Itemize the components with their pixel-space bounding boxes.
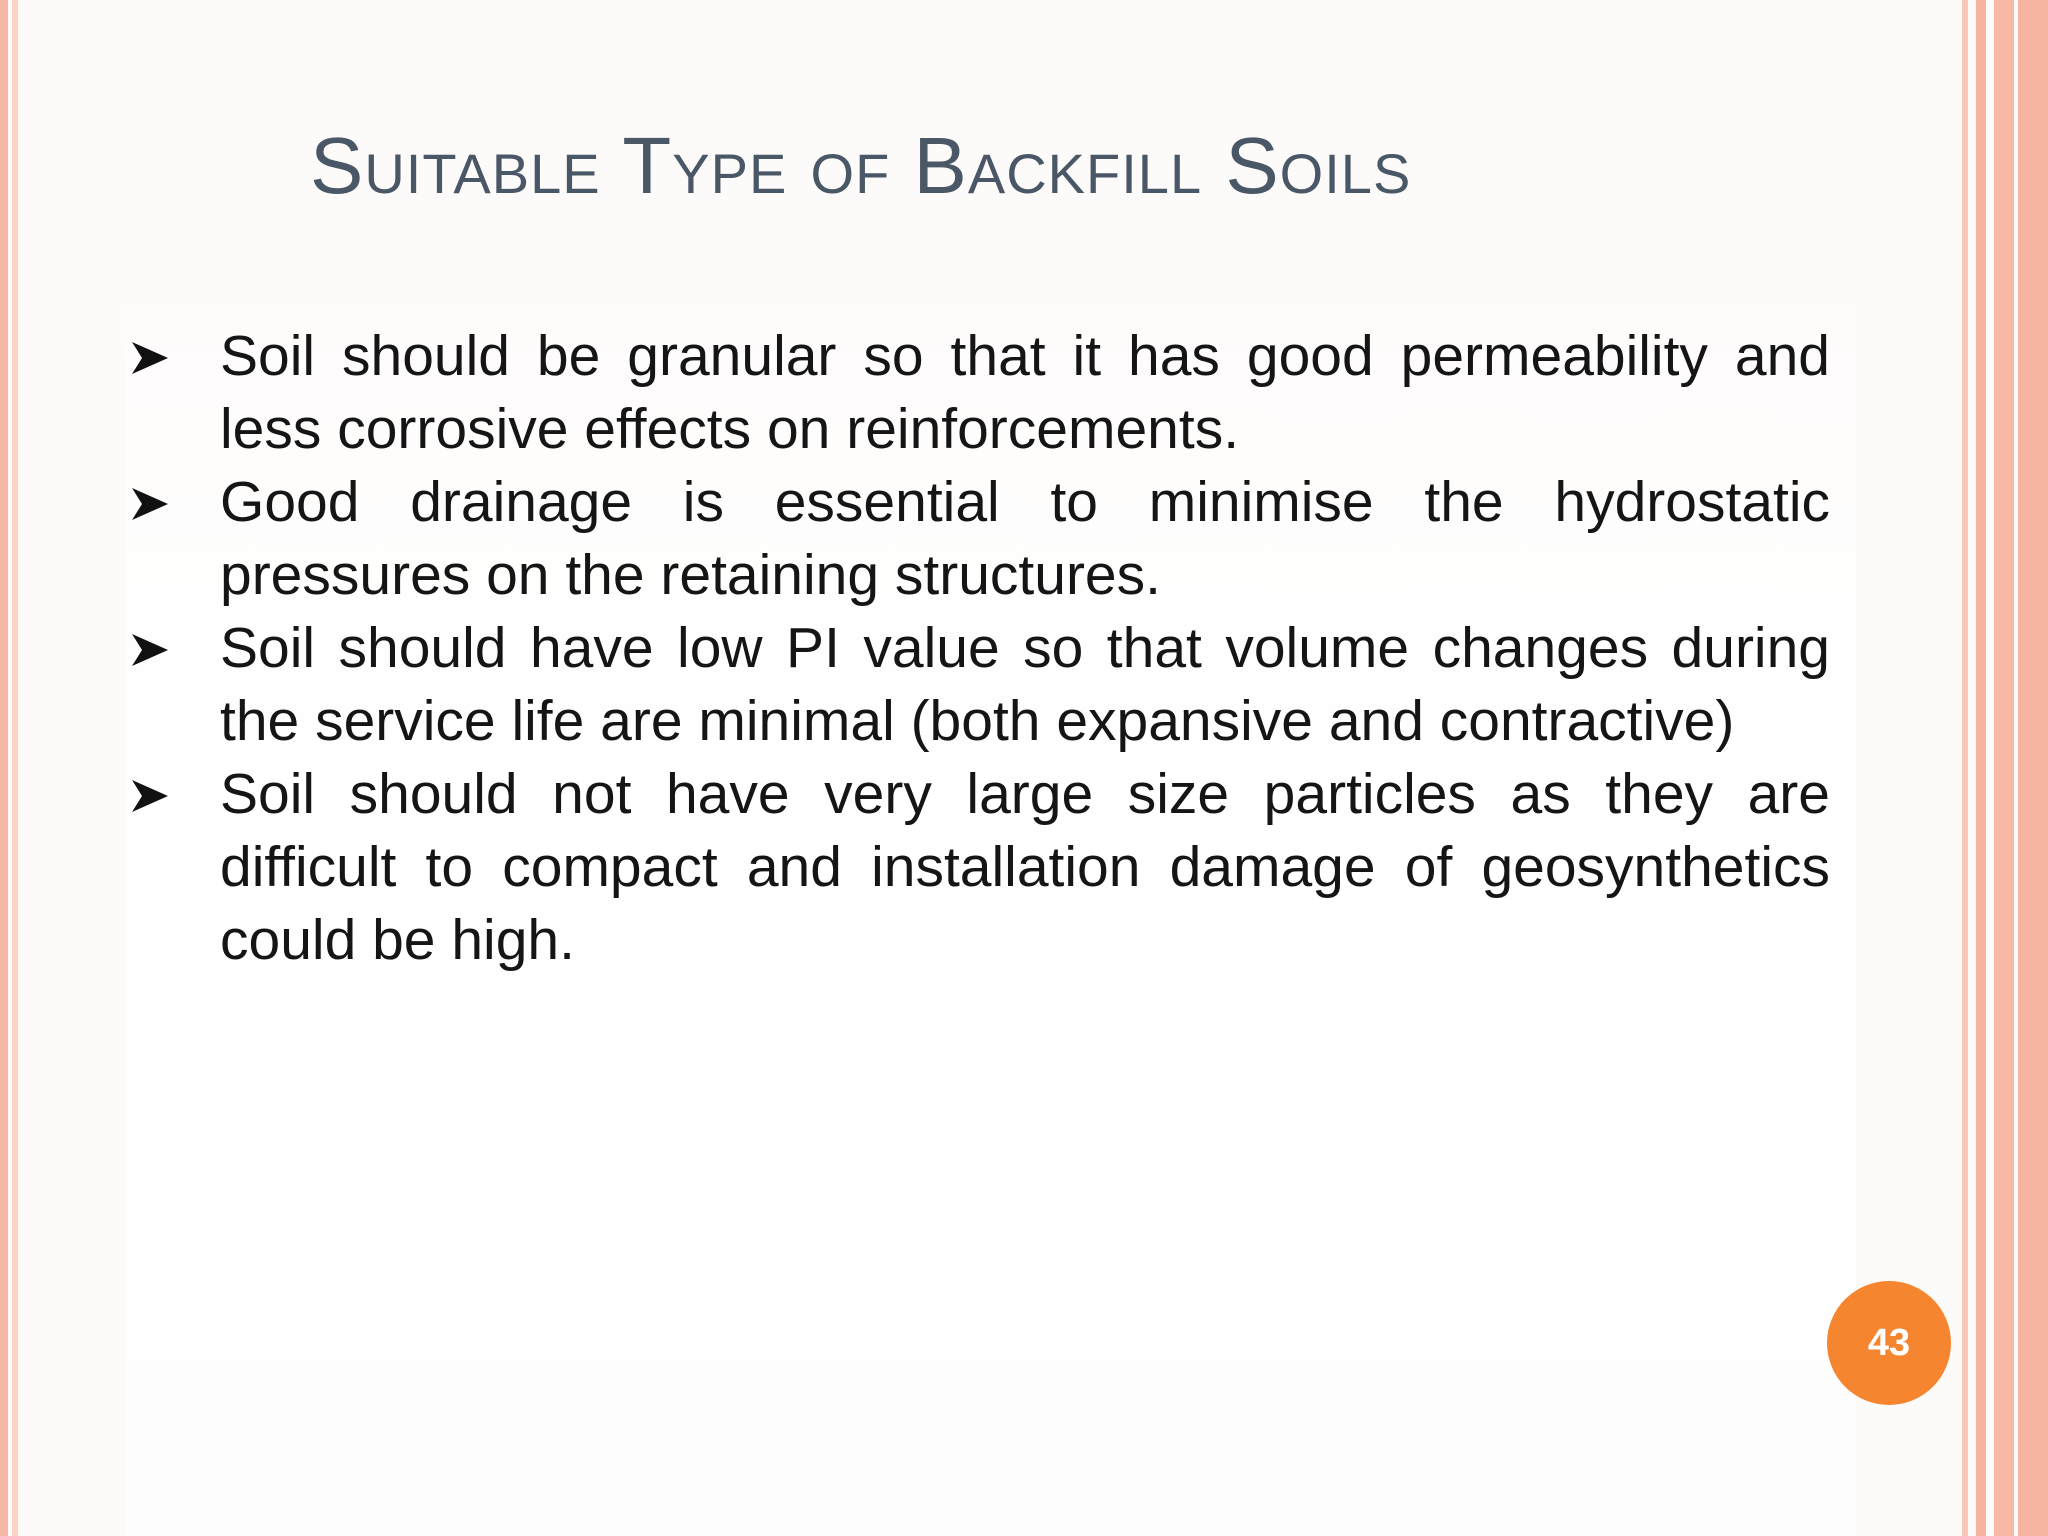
bullet-list bbox=[130, 320, 1830, 977]
left-border-stripe-inner bbox=[12, 0, 18, 1536]
bullet-text: Soil should have low PI value so that volume changes during the service life are minimal (both expansive and contractive) bbox=[220, 616, 1830, 753]
bullet-item bbox=[130, 612, 1830, 758]
bullet-item bbox=[130, 320, 1830, 466]
left-border-stripe bbox=[0, 0, 8, 1536]
bullet-text: Soil should be granular so that it has good permeability and less corrosive effects on reinforcements. bbox=[220, 324, 1830, 461]
page-number: 43 bbox=[1867, 1321, 1911, 1364]
arrowhead-bullet-icon bbox=[130, 338, 170, 378]
right-border-stripe-3 bbox=[1994, 0, 2014, 1536]
arrowhead-bullet-icon bbox=[130, 630, 170, 670]
arrowhead-bullet-icon bbox=[130, 776, 170, 816]
bullet-text: Soil should not have very large size particles as they are difficult to compact and installation damage of geosynthetics could be high. bbox=[220, 762, 1830, 972]
bullet-item bbox=[130, 466, 1830, 612]
slide-title: Suitable Type of Backfill Soils bbox=[310, 121, 1412, 210]
right-border-stripe-4 bbox=[2018, 0, 2048, 1536]
right-border-stripe-1 bbox=[1962, 0, 1968, 1536]
bullet-item bbox=[130, 758, 1830, 977]
page-number-badge bbox=[1827, 1281, 1951, 1405]
bullet-text: Good drainage is essential to minimise the hydrostatic pressures on the retaining structures. bbox=[220, 470, 1830, 607]
right-border-stripe-2 bbox=[1976, 0, 1986, 1536]
arrowhead-bullet-icon bbox=[130, 484, 170, 524]
